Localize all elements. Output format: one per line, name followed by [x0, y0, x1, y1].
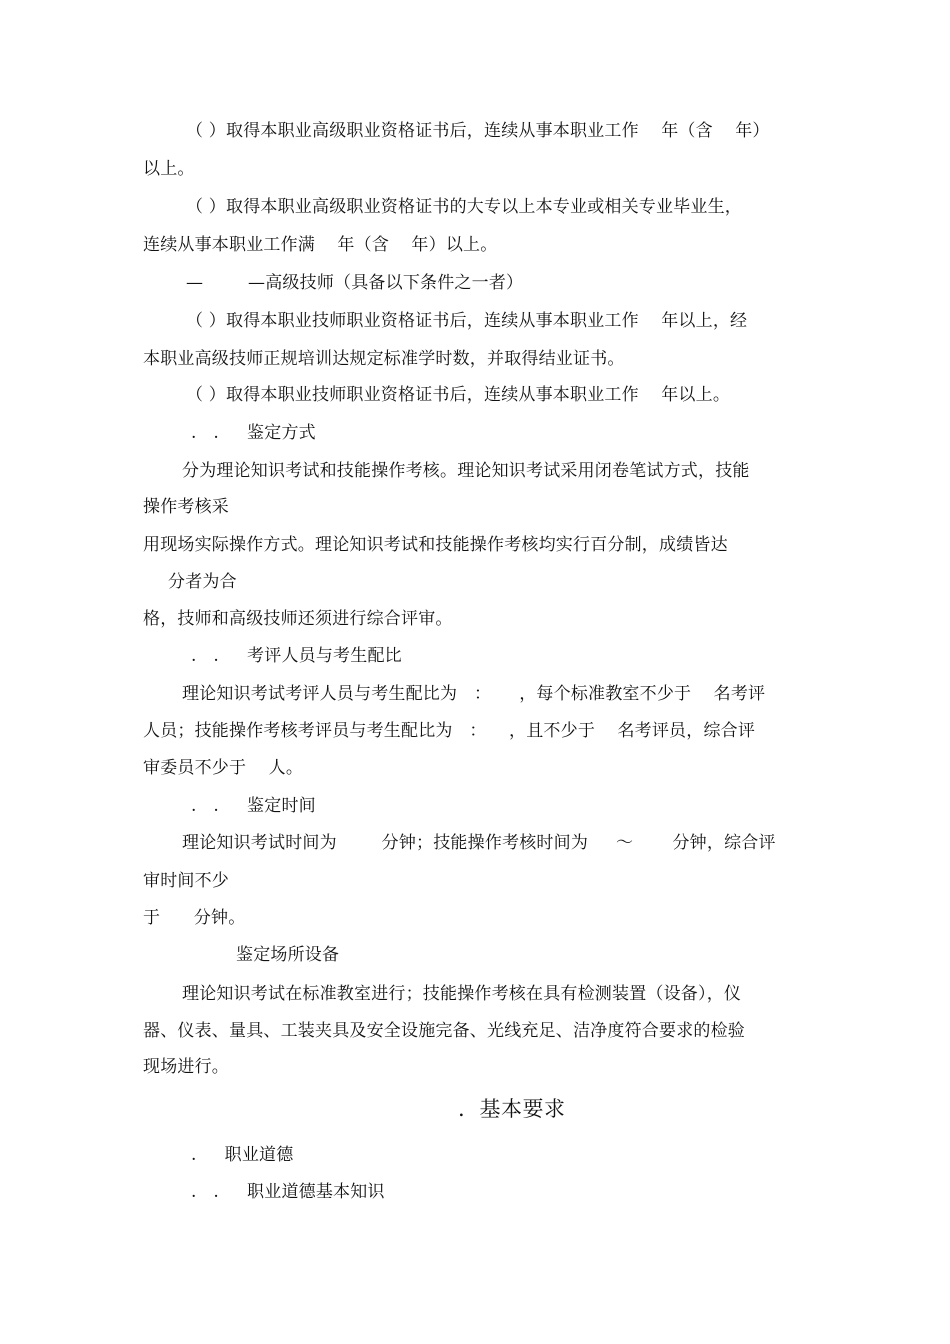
- section-heading-assessment-venue: 鉴定场所设备: [236, 945, 340, 965]
- text-line-18: 审委员不少于 人。: [143, 758, 304, 778]
- chapter-heading-basic-requirements: . 基本要求: [458, 1097, 566, 1121]
- text-line-10: 分为理论知识考试和技能操作考核。理论知识考试采用闭卷笔试方式，技能: [182, 461, 750, 481]
- text-line-4: 连续从事本职业工作满 年（含 年）以上。: [143, 235, 498, 255]
- text-line-3: （ ）取得本职业高级职业资格证书的大专以上本专业或相关专业毕业生，: [186, 197, 743, 217]
- text-line-2: 以上。: [143, 159, 195, 179]
- text-line-17: 人员；技能操作考核考评员与考生配比为 ： ，且不少于 名考评员，综合评: [143, 721, 756, 741]
- text-line-13: 分者为合: [168, 572, 237, 592]
- text-line-16: 理论知识考试考评人员与考生配比为 ： ，每个标准教室不少于 名考评: [182, 684, 766, 704]
- section-heading-assessment-time: . . 鉴定时间: [191, 796, 316, 816]
- text-line-22: 于 分钟。: [143, 908, 246, 928]
- text-line-6: （ ）取得本职业技师职业资格证书后，连续从事本职业工作 年以上，经: [186, 311, 748, 331]
- text-line-26: 现场进行。: [143, 1057, 229, 1077]
- text-line-25: 器、仪表、量具、工装夹具及安全设施完备、光线充足、洁净度符合要求的检验: [143, 1021, 745, 1041]
- text-line-21: 审时间不少: [143, 871, 229, 891]
- section-heading-ethics-basic-knowledge: . . 职业道德基本知识: [191, 1182, 385, 1202]
- text-line-14: 格，技师和高级技师还须进行综合评审。: [143, 609, 453, 629]
- text-line-20: 理论知识考试时间为 分钟；技能操作考核时间为 ～ 分钟，综合评: [182, 833, 776, 853]
- text-line-1: （ ）取得本职业高级职业资格证书后，连续从事本职业工作 年（含 年）: [186, 121, 770, 141]
- text-line-24: 理论知识考试在标准教室进行；技能操作考核在具有检测装置（设备），仪: [182, 984, 742, 1004]
- text-line-11: 操作考核采: [143, 497, 229, 517]
- text-line-8: （ ）取得本职业技师职业资格证书后，连续从事本职业工作 年以上。: [186, 385, 731, 405]
- section-heading-assessment-method: . . 鉴定方式: [191, 423, 316, 443]
- text-line-5: — —高级技师（具备以下条件之一者）: [186, 273, 524, 293]
- text-line-7: 本职业高级技师正规培训达规定标准学时数，并取得结业证书。: [143, 349, 625, 369]
- section-heading-examiner-ratio: . . 考评人员与考生配比: [191, 646, 402, 666]
- text-line-12: 用现场实际操作方式。理论知识考试和技能操作考核均实行百分制，成绩皆达: [143, 535, 728, 555]
- section-heading-professional-ethics: . 职业道德: [191, 1145, 294, 1165]
